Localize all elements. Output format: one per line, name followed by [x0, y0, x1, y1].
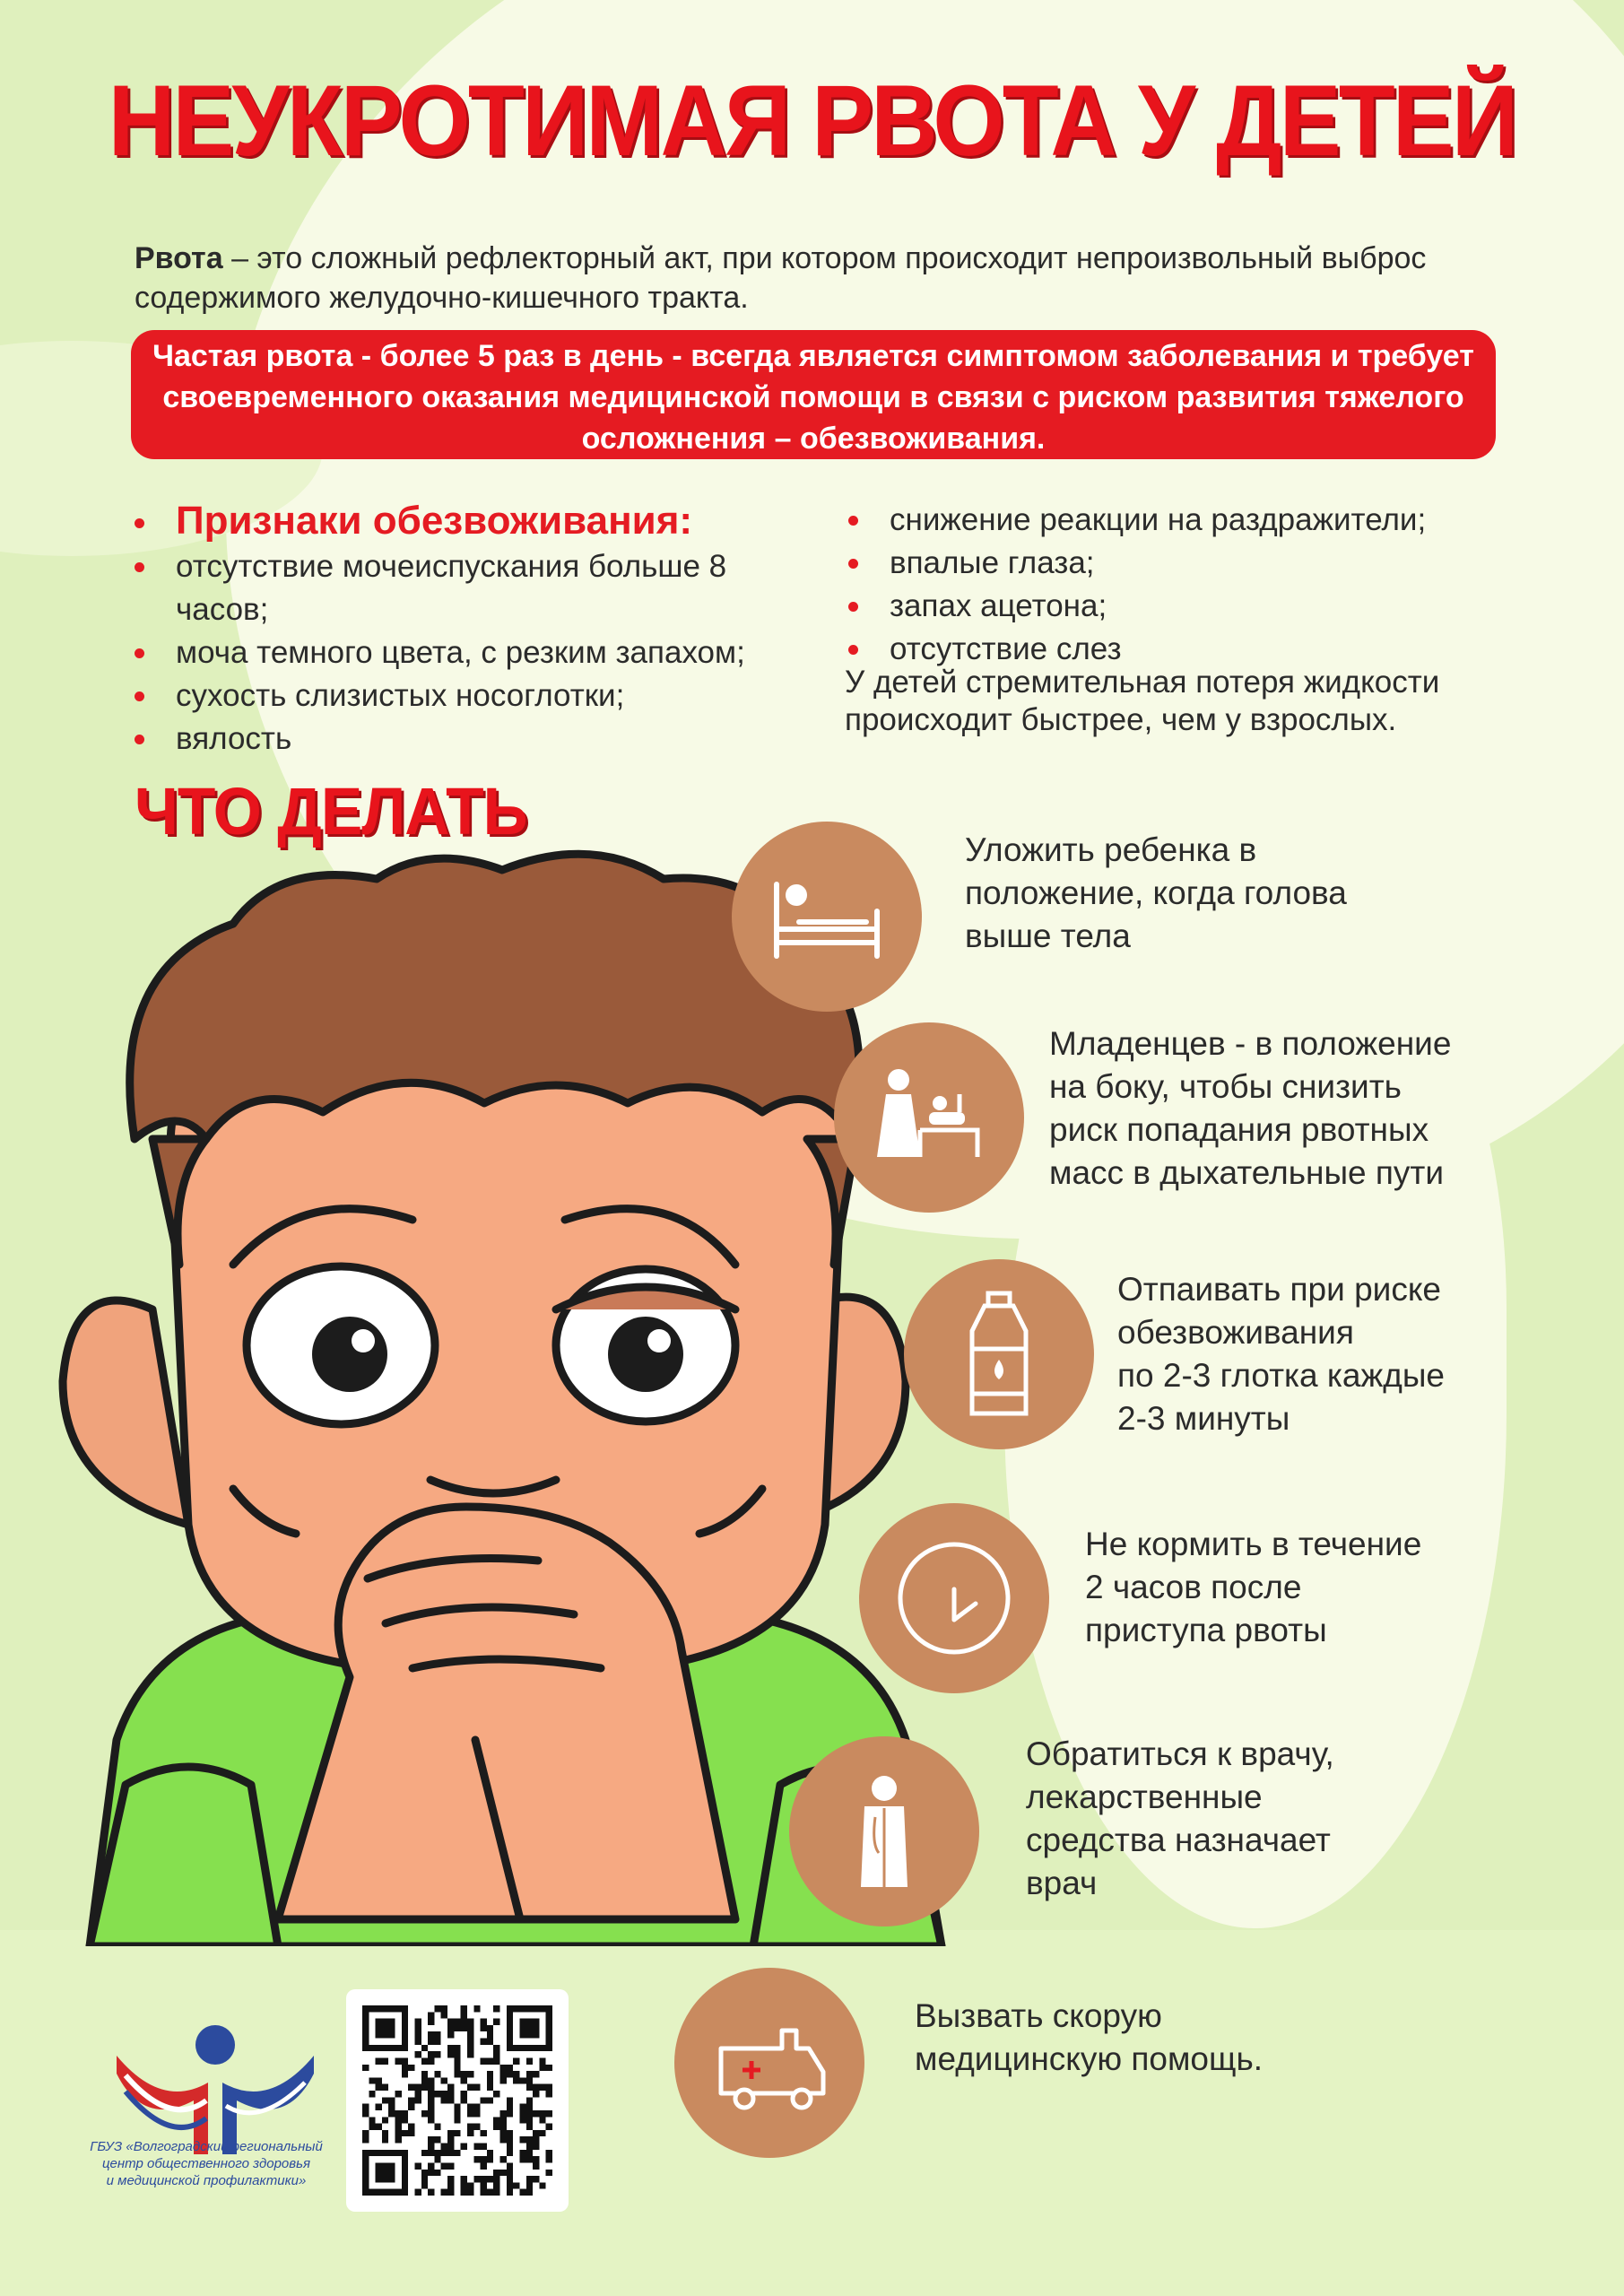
- step-text: Уложить ребенка в положение, когда голова выше тела: [965, 831, 1347, 954]
- list-item: сухость слизистых носоглотки;: [135, 674, 816, 718]
- signs-list-right: [848, 499, 1566, 671]
- step-text: Не кормить в течение 2 часов после приступа рвоты: [1085, 1526, 1422, 1648]
- intro-text: – это сложный рефлекторный акт, при котором происходит непроизвольный выброс содержимого желудочно-кишечного тракта.: [135, 241, 1427, 315]
- step-text: Обратиться к врачу, лекарственные средства назначает врач: [1026, 1735, 1334, 1901]
- bed-icon: [732, 822, 922, 1012]
- list-item: отсутствие слез: [848, 628, 1566, 671]
- signs-list-left: [135, 545, 816, 761]
- alert-box: Частая рвота - более 5 раз в день - всегда является симптомом заболевания и требует своевременного оказания медицинской помощи в связи с риском развития тяжелого осложнения – обезвоживания.: [131, 330, 1496, 459]
- list-item: запах ацетона;: [848, 585, 1566, 628]
- signs-heading: Признаки обезвоживания:: [176, 499, 693, 543]
- step-text: Вызвать скорую медицинскую помощь.: [915, 1997, 1264, 2077]
- qr-code[interactable]: [346, 1989, 569, 2212]
- list-item: впалые глаза;: [848, 542, 1566, 585]
- intro-term: Рвота: [135, 241, 223, 275]
- organization-name: ГБУЗ «Волгоградский региональный центр общественного здоровья и медицинской профилактики»: [90, 2139, 323, 2188]
- ambulance-icon: [674, 1968, 864, 2158]
- list-item: вялость: [135, 718, 816, 761]
- signs-note: У детей стремительная потеря жидкости происходит быстрее, чем у взрослых.: [845, 665, 1440, 737]
- poster-title: НЕУКРОТИМАЯ РВОТА У ДЕТЕЙ: [108, 65, 1516, 177]
- what-to-do-heading: ЧТО ДЕЛАТЬ: [135, 774, 527, 848]
- clock-icon: [859, 1503, 1049, 1693]
- step-text: Младенцев - в положение на боку, чтобы снизить риск попадания рвотных масс в дыхательные пути: [1049, 1025, 1452, 1191]
- step-text: Отпаивать при риске обезвоживания по 2-3 глотка каждые 2-3 минуты: [1117, 1271, 1445, 1437]
- water-bottle-icon: [904, 1259, 1094, 1449]
- baby-care-icon: [834, 1022, 1024, 1213]
- bullet-dot: [135, 518, 144, 528]
- intro-paragraph: [135, 239, 1480, 317]
- list-item: отсутствие мочеиспускания больше 8 часов;: [135, 545, 816, 631]
- doctor-icon: [789, 1736, 979, 1926]
- list-item: моча темного цвета, с резким запахом;: [135, 631, 816, 674]
- list-item: снижение реакции на раздражители;: [848, 499, 1566, 542]
